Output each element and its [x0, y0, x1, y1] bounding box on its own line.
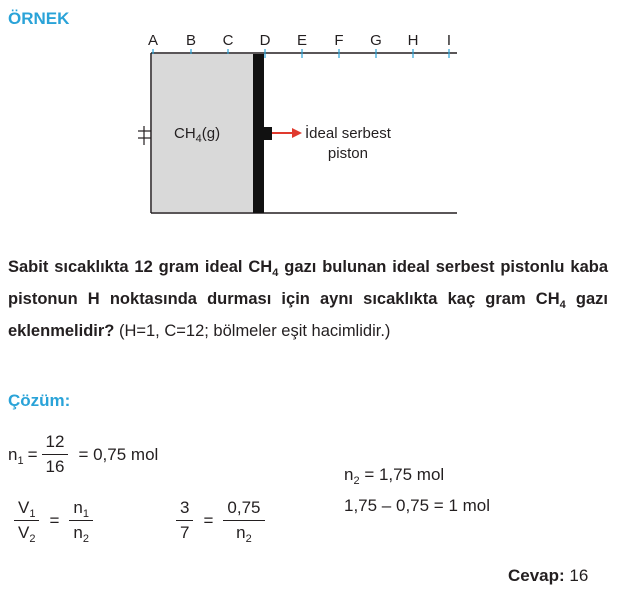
- problem-text: [8, 251, 608, 347]
- n1-fraction: $\frac{12}{16}$: [42, 432, 69, 477]
- n1-equation: $n_1$ = $\frac{12}{16}$ = 0,75 mol: [8, 432, 159, 476]
- gas-formula: CH: [174, 125, 196, 142]
- example-heading: ÖRNEK: [8, 9, 70, 28]
- piston-label-line2: piston: [327, 145, 368, 162]
- three-sevenths-fraction: $\frac{3}{7}$: [176, 498, 193, 543]
- ratio-equation: $\frac{V_1}{V_2}$ = $\frac{n_1}{n_2}$: [14, 498, 93, 543]
- answer-value: 16: [564, 566, 589, 585]
- ruler-lines: [0, 0, 618, 230]
- piston: [253, 54, 264, 213]
- tick-label-f: F: [334, 32, 344, 49]
- tick-label-h: H: [407, 32, 419, 49]
- n2-fraction: $\frac{0,75}{n_2}$: [223, 498, 264, 543]
- gas-state: (g): [201, 125, 221, 142]
- difference-line: 1,75 – 0,75 = 1 mol: [344, 496, 491, 515]
- piston-label-line1: İdeal serbest: [305, 125, 391, 142]
- gas-formula-sub: 4: [195, 133, 202, 145]
- problem-given: (H=1, C=12; bölmeler eşit hacimlidir.): [114, 322, 391, 340]
- v-fraction: $\frac{V_1}{V_2}$: [14, 498, 39, 543]
- answer: [508, 566, 588, 586]
- tick-label-e: E: [296, 32, 307, 49]
- tick-label-g: G: [370, 32, 382, 49]
- tick-label-c: C: [222, 32, 234, 49]
- problem-bold-1: Sabit sıcaklıkta 12 gram ideal $CH_4$ gazı bulunan ideal serbest pistonlu kaba pistonun H noktasında durması için aynı sıcaklıkta kaç gram $CH_4$ gazı eklenmelidir?: [8, 258, 608, 340]
- piston-diagram: [0, 0, 618, 230]
- answer-label: Cevap:: [508, 566, 565, 585]
- piston-label: [305, 124, 391, 164]
- value-equation: $\frac{3}{7}$ = $\frac{0,75}{n_2}$: [176, 498, 265, 543]
- solution-heading: Çözüm:: [8, 391, 71, 410]
- gas-label: [174, 125, 221, 145]
- n-fraction: $\frac{n_1}{n_2}$: [69, 498, 93, 543]
- n2-result: $n_2 = 1,75$ mol: [344, 465, 445, 487]
- tick-label-i: I: [446, 32, 452, 49]
- tick-label-d: D: [259, 32, 271, 49]
- tick-label-a: A: [147, 32, 158, 49]
- tick-label-b: B: [185, 32, 196, 49]
- piston-knob: [264, 127, 272, 140]
